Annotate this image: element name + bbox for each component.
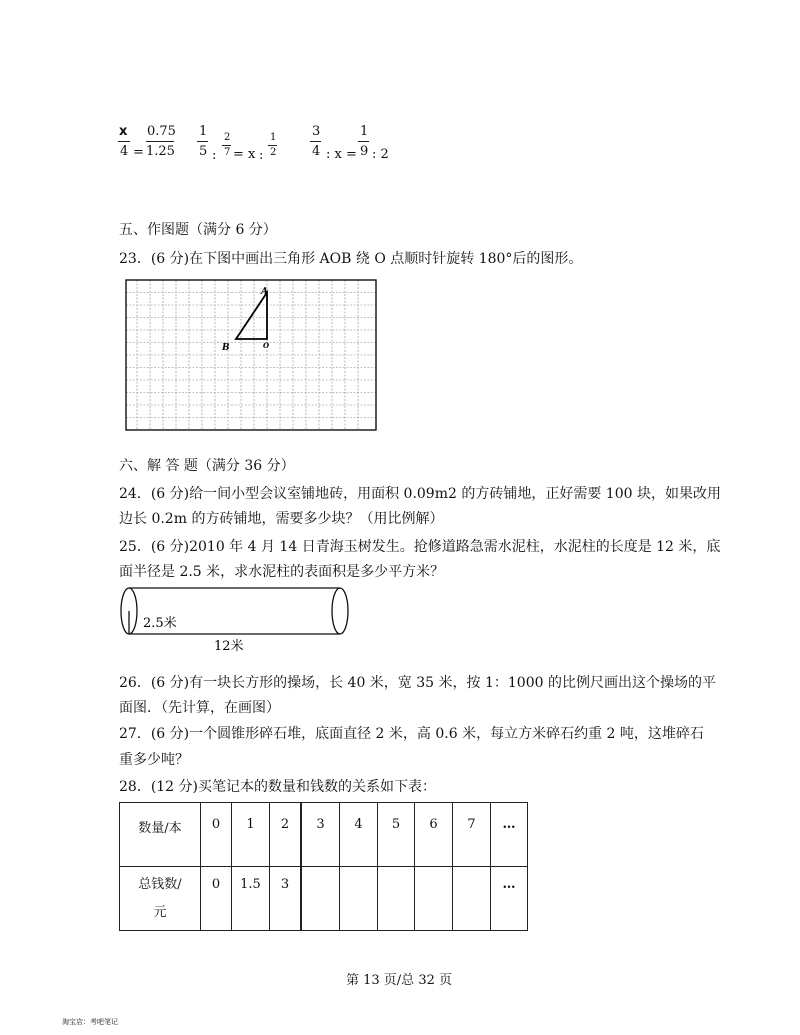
- table-row-quantity: [120, 803, 528, 867]
- eq3-nine: 9: [360, 144, 369, 159]
- eq1-four: 4: [120, 144, 129, 159]
- q24-line2: 边长 0.2m 的方砖铺地，需要多少块？（用比例解）: [119, 511, 444, 527]
- eq3-colon-two: : 2: [372, 147, 389, 162]
- section6-heading: 六、解 答 题（满分 36 分）: [119, 458, 295, 474]
- cell-q-4: 4: [340, 803, 378, 867]
- triangle-aob: [236, 293, 267, 340]
- eq2-bar-1: [197, 141, 208, 142]
- q26-line2: 面图．（先计算，在画图）: [119, 700, 280, 716]
- eq3-one: 1: [360, 124, 369, 139]
- q27-line2: 重多少吨？: [119, 752, 189, 768]
- cell-t-2: 3: [270, 867, 302, 931]
- cell-t-0: 0: [201, 867, 232, 931]
- eq2-one: 1: [199, 124, 208, 139]
- eq2-equals-x: = x: [233, 147, 256, 162]
- section5-heading: 五、作图题（满分 6 分）: [119, 222, 277, 238]
- label-a: A: [261, 287, 268, 297]
- q25-line2: 面半径是 2.5 米，求水泥柱的表面积是多少平方米？: [119, 564, 445, 580]
- cell-t-5: [378, 867, 415, 931]
- eq2-colon-1: :: [212, 148, 217, 163]
- header-total-line1: 总钱数/: [138, 876, 182, 892]
- header-total: [120, 867, 201, 931]
- length-label: 12米: [214, 639, 244, 654]
- cylinder-figure: [118, 584, 354, 656]
- header-total-line2: 元: [153, 904, 167, 920]
- q27-line1: 27．(6 分)一个圆锥形碎石堆，底面直径 2 米，高 0.6 米，每立方米碎石约重 2 吨，这堆碎石: [119, 726, 704, 742]
- grid-border: [126, 280, 376, 430]
- cell-q-7: 7: [453, 803, 491, 867]
- eq1-x: x: [119, 124, 128, 139]
- cell-q-5: 5: [378, 803, 415, 867]
- header-quantity: 数量/本: [120, 803, 201, 867]
- q25-line1: 25．(6 分)2010 年 4 月 14 日青海玉树发生。抢修道路急需水泥柱，水泥柱的长度是 12 米，底: [119, 539, 721, 555]
- eq2-colon-2: :: [259, 148, 264, 163]
- cell-t-6: [415, 867, 453, 931]
- page-number: 第 13 页/总 32 页: [346, 973, 452, 988]
- cell-t-7: [453, 867, 491, 931]
- eq2-seven: 7: [224, 147, 231, 158]
- radius-label: 2.5米: [143, 616, 177, 631]
- cell-t-1: 1.5: [232, 867, 270, 931]
- cell-q-ellipsis: …: [491, 803, 528, 867]
- cell-t-ellipsis: …: [491, 867, 528, 931]
- eq2-bar-3: [268, 145, 277, 146]
- cell-t-4: [340, 867, 378, 931]
- eq1-equals: =: [133, 145, 144, 160]
- cell-q-2: 2: [270, 803, 302, 867]
- grid-lines: [126, 280, 376, 430]
- eq2-five: 5: [199, 144, 208, 159]
- cylinder-right-face: [332, 588, 348, 634]
- cell-t-3: [301, 867, 340, 931]
- cell-q-0: 0: [201, 803, 232, 867]
- eq1-fraction-bar-right: [146, 141, 174, 142]
- eq1-denominator: 1.25: [146, 144, 175, 159]
- table-row-total: [120, 867, 528, 931]
- cell-q-3: 3: [301, 803, 340, 867]
- cell-q-1: 1: [232, 803, 270, 867]
- eq3-three: 3: [312, 124, 321, 139]
- label-o: O: [263, 341, 270, 350]
- q28-text: 28．(12 分)买笔记本的数量和钱数的关系如下表：: [119, 779, 437, 795]
- eq2-two: 2: [224, 132, 231, 143]
- q24-line1: 24．(6 分)给一间小型会议室铺地砖，用面积 0.09m2 的方砖铺地，正好需要 100 块，如果改用: [119, 486, 721, 502]
- eq1-numerator: 0.75: [147, 124, 176, 139]
- eq2-bar-2: [222, 145, 231, 146]
- eq2-two-2: 2: [270, 147, 277, 158]
- eq3-colon-x-equals: : x =: [326, 147, 357, 162]
- cell-q-6: 6: [415, 803, 453, 867]
- q26-line1: 26．(6 分)有一块长方形的操场，长 40 米，宽 35 米，按 1：1000 的比例尺画出这个操场的平: [119, 675, 716, 691]
- q23-text: 23．(6 分)在下图中画出三角形 AOB 绕 O 点顺时针旋转 180°后的图形。: [119, 251, 583, 267]
- eq2-one-2: 1: [270, 132, 277, 143]
- shop-label: 淘宝店：考吧笔记: [62, 1018, 118, 1026]
- eq3-bar-1: [310, 141, 321, 142]
- quantity-price-table: [119, 802, 528, 931]
- eq3-bar-2: [358, 141, 369, 142]
- label-b: B: [222, 343, 230, 353]
- eq1-fraction-bar-left: [118, 141, 130, 142]
- rotation-grid-figure: [124, 277, 380, 433]
- eq3-four: 4: [312, 144, 321, 159]
